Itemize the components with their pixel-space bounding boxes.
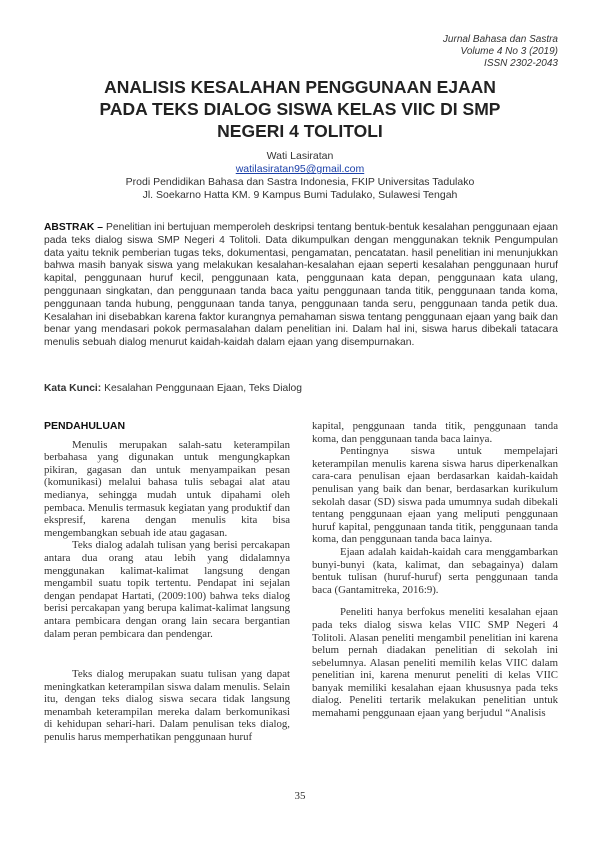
title-line-3: NEGERI 4 TOLITOLI — [217, 121, 383, 141]
paragraph: kapital, penggunaan tanda titik, penggunaan tanda koma, dan penggunaan tanda baca lainya. — [312, 420, 558, 445]
page-number: 35 — [294, 790, 306, 802]
abstract — [44, 222, 558, 350]
abstract-label: ABSTRAK – — [44, 222, 104, 233]
paragraph: Teks dialog merupakan suatu tulisan yang dapat meningkatkan keterampilan siswa dalam menulis. Selain itu, dengan teks dialog siswa secara tidak langsung menambah keterampilan mereka dalam berkomunikasi di kehidupan sehari-hari. Dalam penulisan teks dialog, penulis harus memperhatikan penggunaan huruf — [44, 668, 290, 744]
paragraph: Pentingnya siswa untuk mempelajari keterampilan menulis karena siswa harus diperkenalkan cara-cara penulisan ejaan berdasarkan kaidah-kaidah penulisan yang baik dan benar, berdasarkan kurikulum sekolah dasar (SD) siswa pada umumnya sudah dibekali tentang penggunaan ejaan yang meliputi penggunaan huruf kapital, penggunaan tanda titik, penggunaan tanda koma, dan penggunaan tanda baca lainya. — [312, 445, 558, 546]
keywords-label: Kata Kunci: — [44, 383, 102, 394]
abstract-text: Penelitian ini bertujuan memperoleh deskripsi tentang bentuk-bentuk kesalahan penggunaan ejaan pada teks dialog siswa SMP Negeri 4 Tolitoli. Data dikumpulkan dengan menggunakan teknik Pengumpulan data yaitu teknik pemberian tugas teks, dokumentasi, pengamatan, pencatatan. hasil penelitian ini menunjukkan bahwa masih banyak siswa yang melakukan kesalahan-kesalahan ejaan seperti kesalahan penggunaan huruf kapital, penggunaan huruf kecil, penggunaan kata, penggunaan kata depan, penggunaan kata ulang, penggunaan singkatan, dan penggunaan tanda baca yaitu penggunaan tanda titik, penggunaan tanda koma, penggunaan tanda hubung, penggunaan tanda tanya, penggunaan tanda seru, penggunaan tanda petik dua. Kesalahan ini disebabkan karena faktor kurangnya pemahaman siswa tentang penggunaan ejaan yang baik dan benar yang mendasari pokok permasalahan dalam penelitian ini. Dalam hal ini, siswa harus dibekali tatacara menulis sebuah dialog menurut kaidah-kaidah dalam ejaan yang disempurnakan. — [44, 222, 558, 349]
title-line-1: ANALISIS KESALAHAN PENGGUNAAN EJAAN — [104, 77, 496, 97]
journal-issn: ISSN 2302-2043 — [484, 58, 558, 69]
paragraph: Ejaan adalah kaidah-kaidah cara menggambarkan bunyi-bunyi (kata, kalimat, dan sebagainya) dalam bentuk tulisan (huruf-huruf) serta penggunaan tanda baca (Gantamitreka, 2016:9). — [312, 545, 558, 596]
author-block — [40, 150, 560, 202]
section-heading: PENDAHULUAN — [44, 420, 126, 432]
keywords-text: Kesalahan Penggunaan Ejaan, Teks Dialog — [104, 383, 302, 394]
author-affiliation: Prodi Pendidikan Bahasa dan Sastra Indonesia, FKIP Universitas Tadulako — [125, 176, 475, 188]
author-email-link[interactable]: watilasiratan95@gmail.com — [235, 163, 365, 175]
journal-volume: Volume 4 No 3 (2019) — [460, 46, 558, 57]
paragraph: Teks dialog adalah tulisan yang berisi percakapan antara dua orang atau lebih yang didalamnya menggunakan kalimat-kalimat langsung dengan mengambil suatu topik tertentu. Pendapat ini sejalan dengan pendapat Hartati, (2009:100) bahwa teks dialog berisi percakapan yang berupa kalimat-kalimat langsung antara pembicara dengan orang lain secara bergantian dalam peran pembicara dan pendengar. — [44, 539, 290, 640]
paper-title — [30, 76, 570, 142]
title-line-2: PADA TEKS DIALOG SISWA KELAS VIIC DI SMP — [99, 99, 501, 119]
author-address: Jl. Soekarno Hatta KM. 9 Kampus Bumi Tadulako, Sulawesi Tengah — [142, 189, 458, 201]
keywords — [44, 382, 558, 395]
journal-name: Jurnal Bahasa dan Sastra — [442, 34, 558, 45]
left-column — [44, 420, 290, 744]
author-name: Wati Lasiratan — [266, 150, 334, 162]
right-column — [312, 420, 558, 720]
journal-header — [443, 34, 558, 70]
paragraph: Peneliti hanya berfokus meneliti kesalahan ejaan pada teks dialog siswa kelas VIIC SMP Negeri 4 Tolitoli. Alasan peneliti mengambil penelitian ini karena belum pernah diadakan penelitian di sekolah ini sebelumnya. Alasan peneliti memilih kelas VIIC dalam penelitian ini, karena menurut peneliti di kelas VIIC banyak memiliki kesalahan ejaan khususnya pada teks dialog. Peneliti tertarik melakukan penelitian untuk memahami penggunaan ejaan yang berjudul “Analisis — [312, 606, 558, 720]
paragraph: Menulis merupakan salah-satu keterampilan berbahasa yang digunakan untuk mengungkapkan pikiran, gagasan dan untuk menyampaikan pesan (komunikasi) melalui bahasa tulis sebagai alat atau medianya, sehingga mudah untuk dipahami oleh pembaca. Menulis termasuk kegiatan yang produktif dan ekspresif, karena dengan menulis kita bisa mengembangkan sebuah ide atau gagasan. — [44, 438, 290, 539]
